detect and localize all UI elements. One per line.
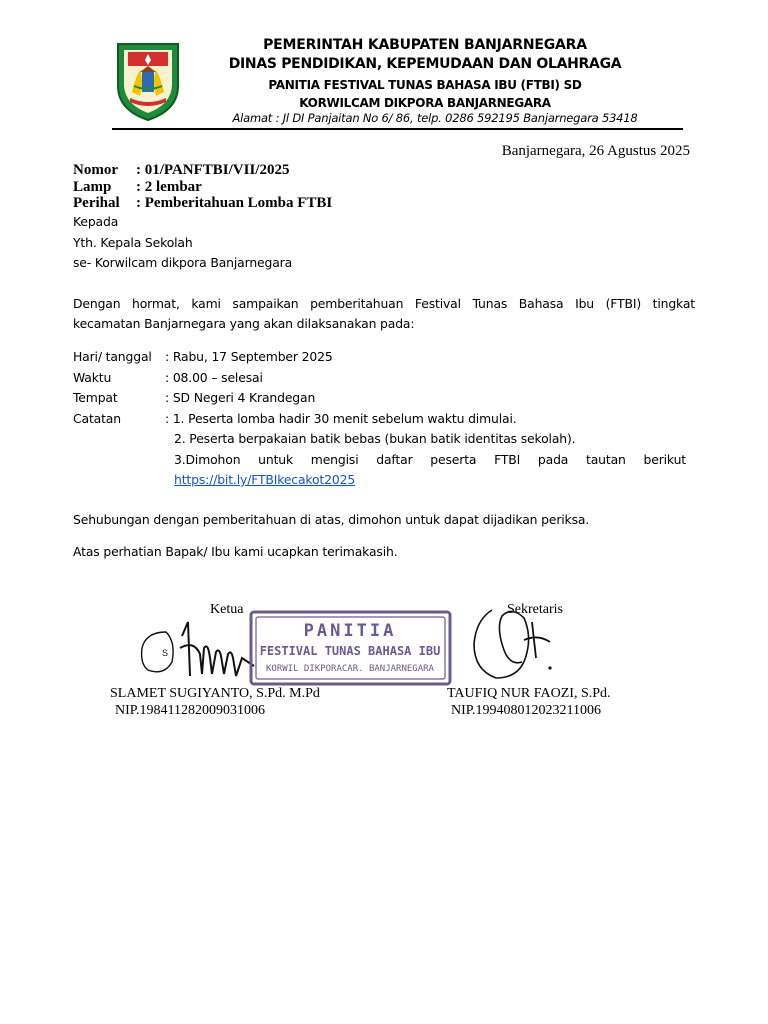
meta-nomor [73, 162, 289, 179]
hari-label: Hari/ tanggal [73, 349, 152, 364]
waktu-value: : 08.00 – selesai [165, 370, 263, 385]
catatan-label: Catatan [73, 411, 121, 426]
hari-value: : Rabu, 17 September 2025 [165, 349, 333, 364]
tempat-label: Tempat [73, 390, 118, 405]
opening-paragraph [73, 294, 695, 334]
registration-link[interactable]: https://bit.ly/FTBIkecakot2025 [174, 472, 356, 487]
sekretaris-title: Sekretaris [507, 602, 563, 617]
letterhead-department: DINAS PENDIDIKAN, KEPEMUDAAN DAN OLAHRAGA [228, 56, 622, 72]
closing-line-2: Atas perhatian Bapak/ Ibu kami ucapkan terimakasih. [73, 544, 398, 559]
meta-perihal [73, 195, 332, 212]
catatan-item-2: 2. Peserta berpakaian batik bebas (bukan batik identitas sekolah). [174, 431, 576, 446]
tempat-value: : SD Negeri 4 Krandegan [165, 390, 316, 405]
stamp-line-3: KORWIL DIKPORACAR. BANJARNEGARA [266, 664, 434, 674]
recipient-kepada: Kepada [73, 214, 119, 229]
ketua-nip: NIP.198411282009031006 [115, 703, 265, 718]
ketua-title: Ketua [210, 602, 244, 617]
detail-waktu [73, 369, 263, 386]
opening-line-2: kecamatan Banjarnegara yang akan dilaksanakan pada: [73, 316, 415, 331]
opening-line-1: Dengan hormat, kami sampaikan pemberitahuan Festival Tunas Bahasa Ibu (FTBI) tingkat [73, 296, 695, 311]
lamp-value: : 2 lembar [136, 179, 202, 195]
detail-hari [73, 348, 333, 365]
sekretaris-name: TAUFIQ NUR FAOZI, S.Pd. [447, 686, 611, 701]
letterhead-korwilcam: KORWILCAM DIKPORA BANJARNEGARA [299, 96, 551, 110]
letterhead [200, 36, 650, 112]
detail-catatan [73, 410, 517, 427]
svg-text:S: S [162, 648, 169, 658]
catatan-item-1: : 1. Peserta lomba hadir 30 menit sebelum waktu dimulai. [165, 411, 517, 426]
waktu-label: Waktu [73, 370, 112, 385]
letter-date: Banjarnegara, 26 Agustus 2025 [501, 143, 690, 159]
stamp-line-1: PANITIA [303, 621, 397, 641]
letterhead-government: PEMERINTAH KABUPATEN BANJARNEGARA [263, 37, 587, 53]
closing-line-1: Sehubungan dengan pemberitahuan di atas, dimohon untuk dapat dijadikan periksa. [73, 512, 590, 527]
letterhead-divider [112, 128, 683, 130]
regency-emblem-logo [110, 40, 186, 122]
perihal-value: : Pemberitahuan Lomba FTBI [136, 195, 333, 211]
recipient-se: se- Korwilcam dikpora Banjarnegara [73, 255, 293, 270]
sekretaris-nip: NIP.199408012023211006 [451, 703, 601, 718]
catatan-item-3: 3.Dimohon untuk mengisi daftar peserta FTBI pada tautan berikut [174, 452, 686, 467]
nomor-value: : 01/PANFTBI/VII/2025 [136, 162, 290, 178]
lamp-label: Lamp [73, 179, 112, 195]
ketua-name: SLAMET SUGIYANTO, S.Pd. M.Pd [110, 686, 320, 701]
meta-lamp [73, 179, 202, 196]
stamp-line-2: FESTIVAL TUNAS BAHASA IBU [259, 644, 441, 658]
perihal-label: Perihal [73, 195, 120, 211]
detail-tempat [73, 389, 315, 406]
sekretaris-signature [462, 600, 562, 690]
letterhead-address: Alamat : Jl DI Panjaitan No 6/ 86, telp. 0286 592195 Banjarnegara 53418 [232, 111, 638, 125]
letterhead-committee: PANITIA FESTIVAL TUNAS BAHASA IBU (FTBI) SD [268, 78, 582, 92]
recipient-yth: Yth. Kepala Sekolah [73, 235, 193, 250]
committee-stamp [248, 609, 453, 687]
nomor-label: Nomor [73, 162, 118, 178]
